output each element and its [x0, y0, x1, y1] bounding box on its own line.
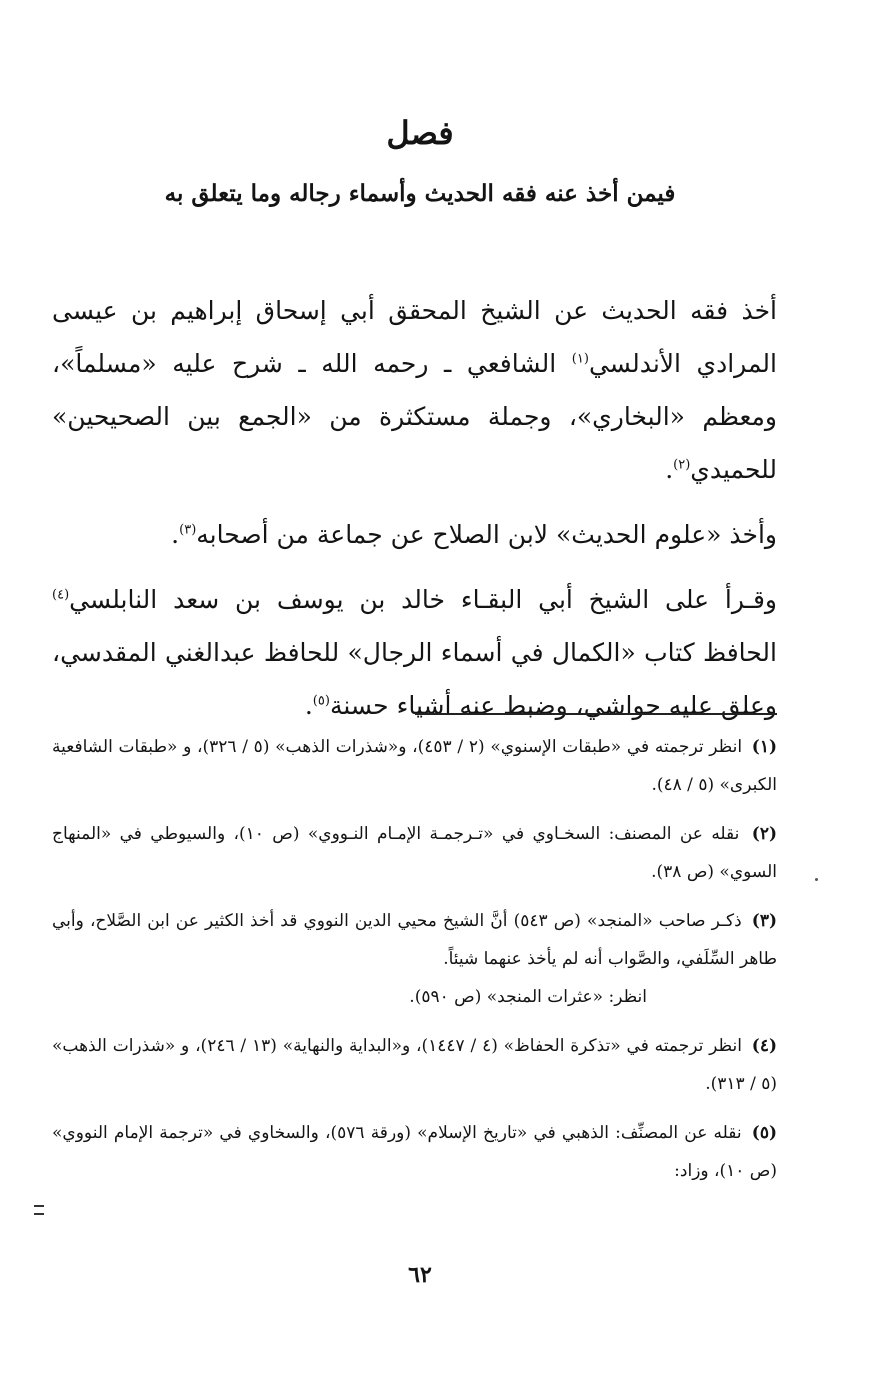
footnote-text: نقله عن المصنِّف: الذهبي في «تاريخ الإسلام» (ورقة ٥٧٦)، والسخاوي في «ترجمة الإمام النووي» (ص ١٠)، وزاد: [52, 1123, 777, 1181]
footnote-ref-1: (١) [571, 351, 589, 367]
chapter-subtitle: فيمن أخذ عنه فقه الحديث وأسماء رجاله وما يتعلق به [164, 180, 676, 207]
footnote-extra: انظر: «عثرات المنجد» (ص ٥٩٠). [409, 987, 647, 1007]
paragraph-1 [52, 284, 777, 496]
paragraph-text: أخذ فقه الحديث عن الشيخ المحقق أبي إسحاق إبراهيم بن عيسى المرادي الأندلسي [52, 296, 777, 378]
chapter-title: فصل [386, 114, 454, 152]
footnote-3 [52, 902, 777, 1016]
paragraph-text: وأخذ «علوم الحديث» لابن الصلاح عن جماعة من أصحابه [196, 520, 777, 549]
main-text [52, 284, 777, 744]
footnote-number: (٥) [751, 1123, 777, 1143]
paragraph-text: . [171, 520, 180, 549]
paragraph-text: الحافظ كتاب «الكمال في أسماء الرجال» للحافظ عبدالغني المقدسي، وعلق عليه حواشي، وضبط عنه أشياء حسنة [52, 638, 777, 720]
footnote-separator [415, 713, 777, 715]
footnote-ref-5: (٥) [312, 693, 330, 709]
footnote-text: نقله عن المصنف: السخـاوي في «تـرجمـة الإمـام النـووي» (ص ١٠)، والسيوطي في «المنهاج السوي» (ص ٣٨). [52, 824, 777, 882]
paragraph-text: الشافعي ـ رحمه الله ـ شرح عليه «مسلماً»، ومعظم «البخاري»، وجملة مستكثرة من «الجمع بين الصحيحين» للحميدي [52, 349, 777, 484]
paragraph-text: وقـرأ على الشيخ أبي البقـاء خالد بن يوسف بن سعد النابلسي [69, 585, 777, 614]
footnote-number: (٤) [751, 1036, 778, 1056]
margin-equals-mark [34, 1205, 44, 1215]
footnote-5 [52, 1114, 777, 1190]
footnote-ref-2: (٢) [673, 457, 691, 473]
footnote-2 [52, 815, 777, 891]
footnote-ref-4: (٤) [52, 587, 70, 603]
margin-dot [815, 878, 818, 881]
paragraph-3 [52, 573, 777, 732]
paragraph-text: . [665, 455, 674, 484]
footnote-ref-3: (٣) [179, 522, 197, 538]
footnote-number: (٣) [751, 911, 778, 931]
page-number: ٦٢ [408, 1262, 432, 1288]
footnote-text: انظر ترجمته في «طبقات الإسنوي» (٢ / ٤٥٣)، و«شذرات الذهب» (٥ / ٣٢٦)، و «طبقات الشافعية الكبرى» (٥ / ٤٨). [52, 737, 777, 795]
footnote-1 [52, 728, 777, 804]
footnote-text: انظر ترجمته في «تذكرة الحفاظ» (٤ / ١٤٤٧)، و«البداية والنهاية» (١٣ / ٢٤٦)، و «شذرات الذهب» (٥ / ٣١٣). [52, 1036, 777, 1094]
footnote-number: (٢) [751, 824, 777, 844]
footnote-4 [52, 1027, 777, 1103]
paragraph-2 [52, 508, 777, 561]
footnote-text: ذكـر صاحب «المنجد» (ص ٥٤٣) أنَّ الشيخ محيي الدين النووي قد أخذ الكثير عن ابن الصَّلاح، وأبي طاهر السِّلَفي، والصَّواب أنه لم يأخذ عنهما شيئاً. [52, 911, 777, 969]
footnote-number: (١) [751, 737, 777, 757]
paragraph-text: . [304, 691, 313, 720]
footnotes [52, 728, 777, 1201]
